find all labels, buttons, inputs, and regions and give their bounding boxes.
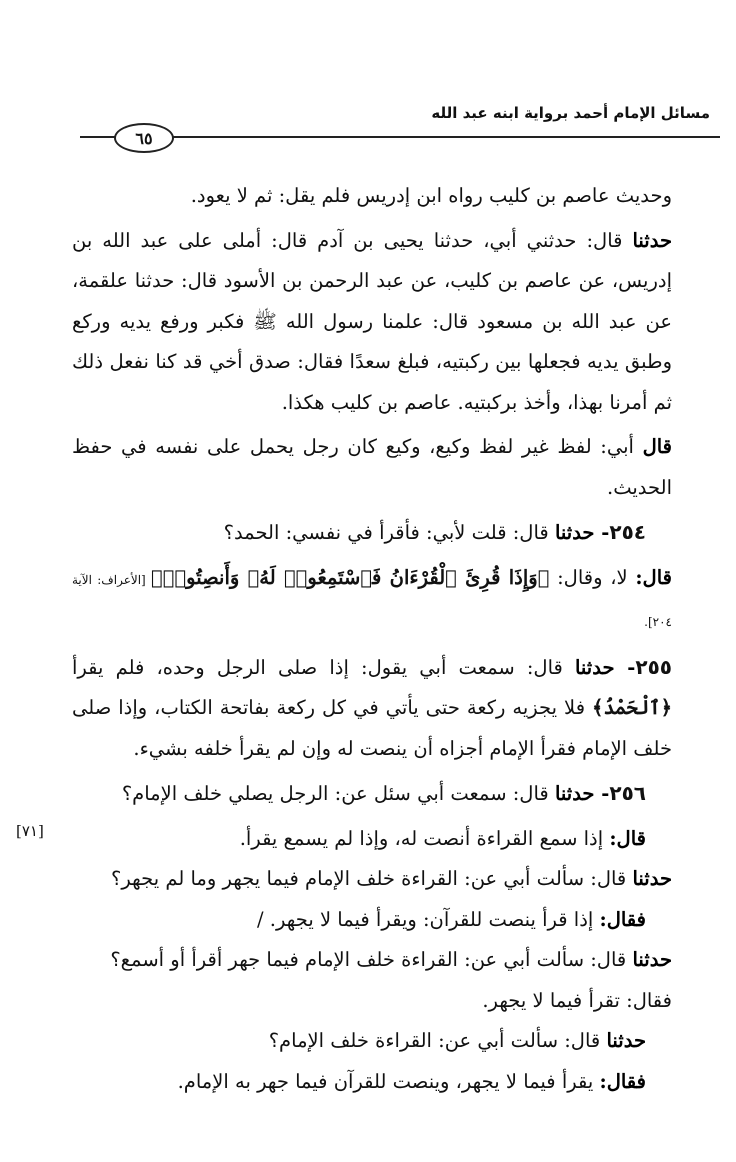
entry-255-text-cont: فلا يجزيه ركعة حتى يأتي في كل ركعة بفاتحة الكتاب، وإذا صلى خلف الإمام فقرأ الإمام أجزاه أن ينصت له وإن لم يقرأ خلفه بشيء. xyxy=(72,696,672,760)
header-rule xyxy=(80,136,720,138)
paragraph-9-text: قال: سألت أبي عن: القراءة خلف الإمام فيما يجهر وما لم يجهر؟ xyxy=(111,867,633,890)
paragraph-3 xyxy=(72,427,672,508)
haddathana-keyword: - حدثنا xyxy=(554,521,610,544)
haddathana-keyword: - حدثنا xyxy=(554,782,610,805)
running-title: مسائل الإمام أحمد برواية ابنه عبد الله xyxy=(431,104,710,122)
paragraph-8-text: إذا سمع القراءة أنصت له، وإذا لم يسمع يقرأ. xyxy=(239,826,610,850)
faqala-keyword: فقال: xyxy=(599,907,646,931)
paragraph-14 xyxy=(72,1062,672,1103)
entry-number-255: ٢٥٥ xyxy=(635,654,672,679)
haddathana-keyword: حدثنا xyxy=(632,867,672,890)
paragraph-13 xyxy=(72,1021,672,1062)
verse-reference: [الأعراف: الآية ٢٠٤]. xyxy=(72,572,672,629)
page-number: ٦٥ xyxy=(114,123,174,153)
paragraph-3-text: أبي: لفظ غير لفظ وكيع، وكيع كان رجل يحمل على نفسه في حفظ الحديث. xyxy=(72,435,672,499)
paragraph-2-text: قال: حدثني أبي، حدثنا يحيى بن آدم قال: أملى على عبد الله بن إدريس، عن عاصم بن كليب، عن عبد الرحمن بن الأسود قال: حدثنا علقمة، عن عبد الله بن مسعود قال: علمنا رسول الله ﷺ فكبر ورفع يديه وركع وطبق يديه فجعلها بين ركبتيه، فبلغ سعدًا فقال: صدق أخي قد كنا نفعل ذلك ثم أمرنا بهذا، وأخذ بركبتيه. عاصم بن كليب هكذا. xyxy=(72,228,672,414)
faqala-keyword: فقال: xyxy=(599,1069,646,1093)
paragraph-2 xyxy=(72,221,672,424)
haddathana-keyword: - حدثنا xyxy=(574,655,636,679)
qala-keyword: قال: xyxy=(635,565,672,589)
entry-254 xyxy=(72,512,672,554)
paragraph-12 xyxy=(72,981,672,1022)
entry-255-text: قال: سمعت أبي يقول: إذا صلى الرجل وحده، فلم يقرأ xyxy=(72,655,575,679)
entry-255 xyxy=(72,647,672,770)
quran-verse-alhamd: ﴿ٱلْحَمْدُ﴾ xyxy=(592,696,672,719)
paragraph-1-text: وحديث عاصم بن كليب رواه ابن إدريس فلم يقل: ثم لا يعود. xyxy=(190,184,672,207)
entry-256 xyxy=(72,773,672,815)
paragraph-10 xyxy=(72,900,672,941)
qala-keyword: قال: xyxy=(609,826,646,850)
haddathana-keyword: حدثنا xyxy=(632,228,672,252)
entry-256-text: قال: سمعت أبي سئل عن: الرجل يصلي خلف الإمام؟ xyxy=(121,782,555,805)
haddathana-keyword: حدثنا xyxy=(632,948,672,971)
paragraph-5-text: لا، وقال: xyxy=(549,565,636,589)
paragraph-8 xyxy=(72,819,672,860)
entry-number-256: ٢٥٦ xyxy=(609,781,646,805)
paragraph-10-text: إذا قرأ ينصت للقرآن: ويقرأ فيما لا يجهر. / xyxy=(257,907,600,931)
entry-254-text: قال: قلت لأبي: فأقرأ في نفسي: الحمد؟ xyxy=(223,521,555,544)
paragraph-5 xyxy=(72,558,672,643)
paragraph-13-text: قال: سألت أبي عن: القراءة خلف الإمام؟ xyxy=(268,1029,607,1052)
manuscript-folio-marker: [٧١] xyxy=(16,822,44,840)
paragraph-11-text: قال: سألت أبي عن: القراءة خلف الإمام فيما جهر أقرأ أو أسمع؟ xyxy=(110,948,633,971)
body-text xyxy=(72,176,672,1102)
haddathana-keyword: حدثنا xyxy=(606,1029,646,1052)
paragraph-12-text: فقال: تقرأ فيما لا يجهر. xyxy=(482,988,672,1012)
qala-keyword: قال xyxy=(642,435,672,458)
paragraph-14-text: يقرأ فيما لا يجهر، وينصت للقرآن فيما جهر به الإمام. xyxy=(177,1069,600,1093)
entry-number-254: ٢٥٤ xyxy=(609,520,646,544)
paragraph-1 xyxy=(72,176,672,217)
paragraph-9 xyxy=(72,859,672,900)
quran-verse: ﴿وَإِذَا قُرِئَ ٱلْقُرْءَانُ فَٱسْتَمِعُوا۟ لَهُۥ وَأَنصِتُوا۟﴾ xyxy=(151,565,550,589)
paragraph-11 xyxy=(72,940,672,981)
